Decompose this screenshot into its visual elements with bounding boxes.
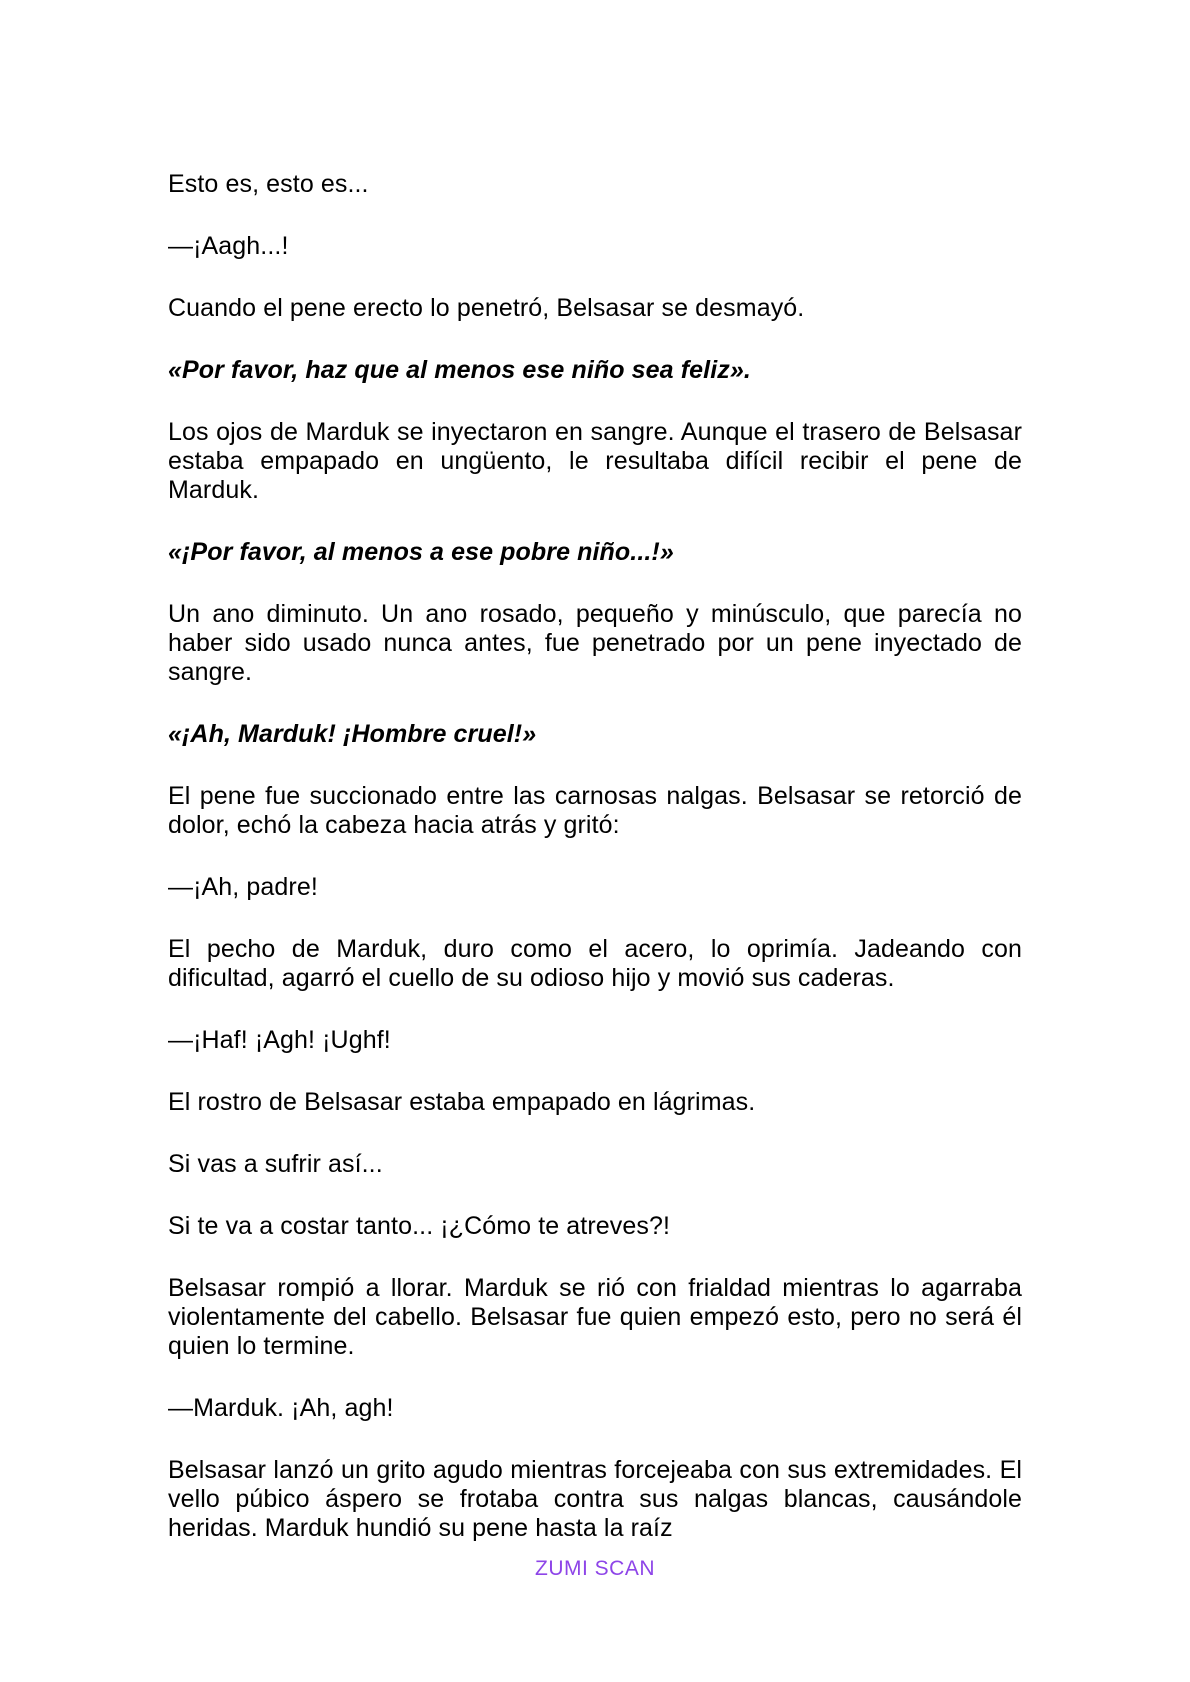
narration-paragraph: Si te va a costar tanto... ¡¿Cómo te atreves?! xyxy=(168,1212,671,1240)
narration-paragraph: El pecho de Marduk, duro como el acero, lo oprimía. Jadeando con dificultad, agarró el cuello de su odioso hijo y movió sus caderas. xyxy=(168,935,1022,992)
narration-paragraph: Los ojos de Marduk se inyectaron en sangre. Aunque el trasero de Belsasar estaba empapado en ungüento, le resultaba difícil recibir el pene de Marduk. xyxy=(168,418,1022,504)
narration-paragraph: El pene fue succionado entre las carnosas nalgas. Belsasar se retorció de dolor, echó la cabeza hacia atrás y gritó: xyxy=(168,782,1022,839)
narration-paragraph: Esto es, esto es... xyxy=(168,170,369,198)
narration-paragraph: Si vas a sufrir así... xyxy=(168,1150,383,1178)
narration-paragraph: —Marduk. ¡Ah, agh! xyxy=(168,1394,394,1422)
narration-paragraph: Cuando el pene erecto lo penetró, Belsasar se desmayó. xyxy=(168,294,805,322)
narration-paragraph: —¡Ah, padre! xyxy=(168,873,318,901)
narration-paragraph: Belsasar rompió a llorar. Marduk se rió con frialdad mientras lo agarraba violentamente del cabello. Belsasar fue quien empezó esto, pero no será él quien lo termine. xyxy=(168,1274,1022,1360)
inner-thought-paragraph: «Por favor, haz que al menos ese niño sea feliz». xyxy=(168,356,751,384)
inner-thought-paragraph: «¡Por favor, al menos a ese pobre niño...!» xyxy=(168,538,674,566)
narration-paragraph: —¡Haf! ¡Agh! ¡Ughf! xyxy=(168,1026,391,1054)
scanlation-credit xyxy=(0,1556,1190,1581)
scan-group-label: ZUMI SCAN xyxy=(535,1557,655,1580)
narration-paragraph: Un ano diminuto. Un ano rosado, pequeño y minúsculo, que parecía no haber sido usado nunca antes, fue penetrado por un pene inyectado de sangre. xyxy=(168,600,1022,686)
narration-paragraph: Belsasar lanzó un grito agudo mientras forcejeaba con sus extremidades. El vello púbico áspero se frotaba contra sus nalgas blancas, causándole heridas. Marduk hundió su pene hasta la raíz xyxy=(168,1456,1022,1542)
inner-thought-paragraph: «¡Ah, Marduk! ¡Hombre cruel!» xyxy=(168,720,537,748)
text-content xyxy=(168,170,1022,1576)
narration-paragraph: —¡Aagh...! xyxy=(168,232,289,260)
narration-paragraph: El rostro de Belsasar estaba empapado en lágrimas. xyxy=(168,1088,756,1116)
